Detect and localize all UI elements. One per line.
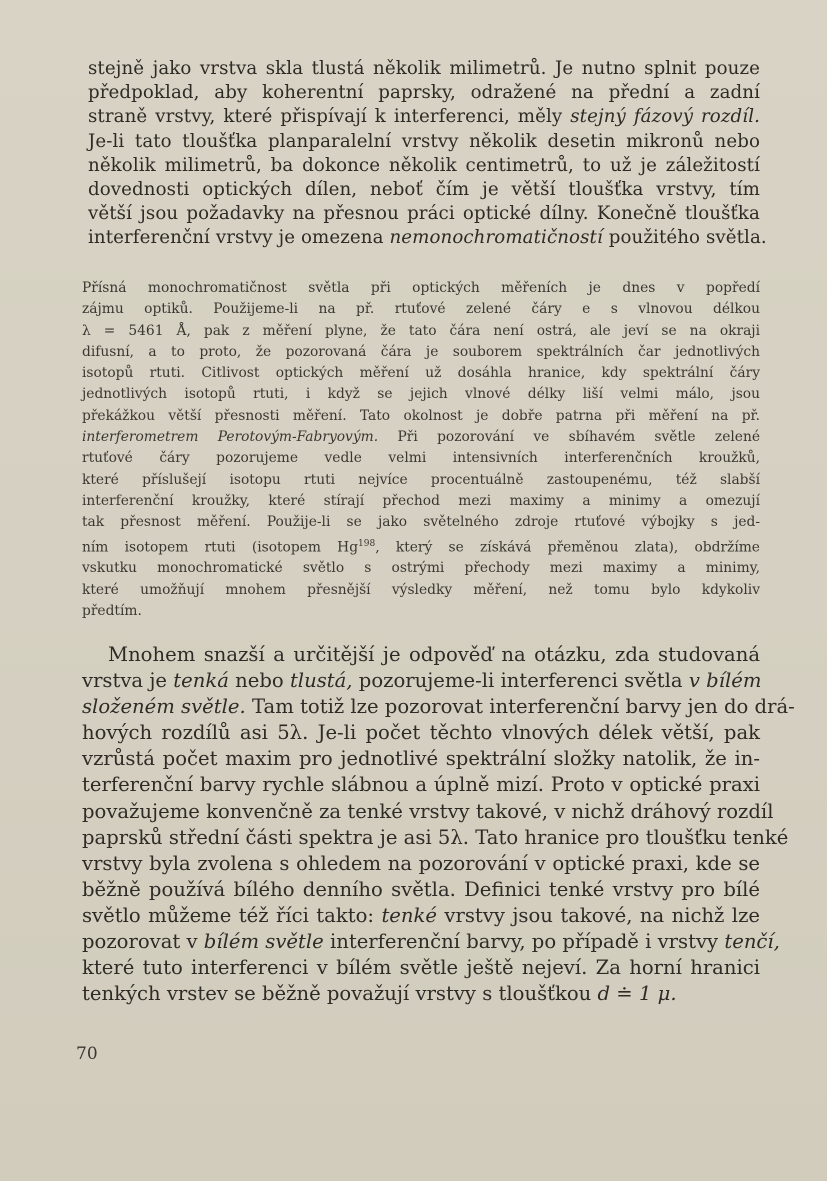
text-fragment: interferenční vrstvy je omezena — [88, 227, 384, 249]
text-line: interferenční kroužky, které stírají přechod mezi maximy a minimy a omezují — [82, 492, 760, 509]
isotope-superscript: 198 — [358, 538, 376, 549]
text-line — [82, 981, 760, 1007]
text-line — [82, 694, 795, 720]
formula: d ≐ 1 μ. — [597, 982, 677, 1006]
text-line: Je-li tato tloušťka planparalelní vrstvy několik desetin mikronů nebo — [88, 130, 760, 152]
text-line: které příslušejí isotopu rtuti nejvíce procentuálně zastoupenému, též slabší — [82, 471, 760, 488]
text-line: zájmu optiků. Použijeme-li na př. rtuťové zelené čáry e s vlnovou délkou — [82, 301, 760, 318]
text-line: které umožňují mnohem přesnější výsledky měření, než tomu bylo kdykoliv — [82, 581, 760, 598]
text-line: několik milimetrů, ba dokonce několik centimetrů, to už je záležitostí — [88, 154, 760, 176]
text-line: větší jsou požadavky na přesnou práci optické dílny. Konečně tloušťka — [88, 203, 760, 225]
text-fragment: použitého světla. — [608, 227, 767, 249]
text-line: terferenční barvy rychle slábnou a úplně mizí. Proto v optické praxi — [82, 773, 760, 797]
text-line: vskutku monochromatické světlo s ostrými přechody mezi maximy a minimy, — [82, 560, 760, 577]
text-fragment: Tam totiž lze pozorovat interferenční barvy jen do drá- — [251, 695, 795, 719]
italic-word: tenká — [173, 669, 229, 693]
text-fragment: , který se získává přeměnou zlata), obdržíme — [375, 539, 760, 556]
text-line: hových rozdílů asi 5λ. Je-li počet těchto vlnových délek větší, pak — [82, 721, 760, 745]
paragraph-monochromaticity-note — [82, 278, 760, 622]
text-line: difusní, a to proto, že pozorovaná čára je souborem spektrálních čar jednotlivých — [82, 343, 760, 360]
text-line: λ = 5461 Å, pak z měření plyne, že tato čára není ostrá, ale jeví se na okraji — [82, 322, 760, 339]
text-line: považujeme konvenčně za tenké vrstvy takové, v nichž dráhový rozdíl — [82, 799, 774, 823]
text-line — [82, 903, 760, 929]
text-fragment: pozorujeme-li interferenci světla — [358, 669, 683, 693]
italic-instrument: interferometrem Perotovým-Fabryovým. — [82, 429, 379, 446]
text-line — [82, 427, 760, 448]
text-line — [82, 929, 780, 955]
italic-phrase: složeném světle. — [82, 695, 246, 719]
italic-word: tlustá, — [289, 669, 353, 693]
text-fragment: pozorovat v — [82, 930, 198, 954]
italic-phrase: bílém světle — [203, 930, 324, 954]
text-line: tak přesnost měření. Použije-li se jako světelného zdroje rtuťové výbojky s jed- — [82, 514, 760, 531]
text-line: rtuťové čáry pozorujeme vedle velmi intensivních interferenčních kroužků, — [82, 450, 760, 467]
text-line: Mnohem snazší a určitější je odpověď na otázku, zda studovaná — [108, 643, 760, 666]
text-line — [88, 105, 760, 129]
text-line: které tuto interferenci v bílém světle ještě nejeví. Za horní hranici — [82, 956, 760, 980]
text-line: Přísná monochromatičnost světla při optických měřeních je dnes v popředí — [82, 280, 760, 296]
text-fragment: interferenční barvy, po případě i vrstvy — [329, 930, 719, 954]
text-fragment: Při pozorování ve sbíhavém světle zelené — [397, 429, 760, 446]
text-line: běžně používá bílého denního světla. Definici tenké vrstvy pro bílé — [82, 877, 760, 901]
text-fragment: ním isotopem rtuti (isotopem Hg — [82, 539, 359, 556]
italic-term: nemonochromatičností — [389, 227, 603, 249]
text-line — [82, 668, 760, 694]
text-line: vrstvy byla zvolena s ohledem na pozorování v optické praxi, kde se — [82, 851, 760, 875]
text-line: stejně jako vrstva skla tlustá několik milimetrů. Je nutno splnit pouze — [88, 58, 760, 79]
italic-word: tenké — [381, 903, 437, 927]
text-line — [82, 534, 760, 559]
paragraph-thin-layers — [82, 642, 795, 1007]
paragraph-coherence — [88, 57, 767, 251]
italic-word: v bílém — [688, 669, 762, 693]
text-fragment: vrstvy jsou takové, na nichž lze — [444, 903, 760, 927]
text-fragment: nebo — [235, 669, 284, 693]
text-fragment: vrstva je — [82, 669, 168, 693]
text-line: předpoklad, aby koherentní paprsky, odražené na přední a zadní — [88, 82, 760, 104]
text-line: dovednosti optických dílen, neboť čím je větší tloušťka vrstvy, tím — [88, 179, 760, 201]
text-line: isotopů rtuti. Citlivost optických měření už dosáhla hranice, kdy spektrální čáry — [82, 365, 760, 382]
text-line: vzrůstá počet maxim pro jednotlivé spektrální složky natolik, že in- — [82, 747, 760, 771]
text-line: jednotlivých isotopů rtuti, i když se jejich vlnové délky liší velmi málo, jsou — [82, 386, 760, 403]
text-fragment: světlo můžeme též říci takto: — [82, 903, 375, 927]
italic-word: tenčí, — [724, 930, 780, 954]
text-line — [88, 226, 767, 250]
text-line: paprsků střední části spektra je asi 5λ. Tato hranice pro tloušťku tenké — [82, 825, 789, 849]
italic-phrase: stejný fázový rozdíl. — [570, 106, 760, 128]
text-line: překážkou větší přesnosti měření. Tato okolnost je dobře patrna při měření na př. — [82, 407, 760, 424]
text-line: předtím. — [82, 603, 142, 620]
text-fragment: tenkých vrstev se běžně považují vrstvy s tloušťkou — [82, 982, 592, 1006]
page-number: 70 — [76, 1044, 98, 1064]
text-fragment: straně vrstvy, které přispívají k interferenci, měly — [88, 106, 563, 128]
